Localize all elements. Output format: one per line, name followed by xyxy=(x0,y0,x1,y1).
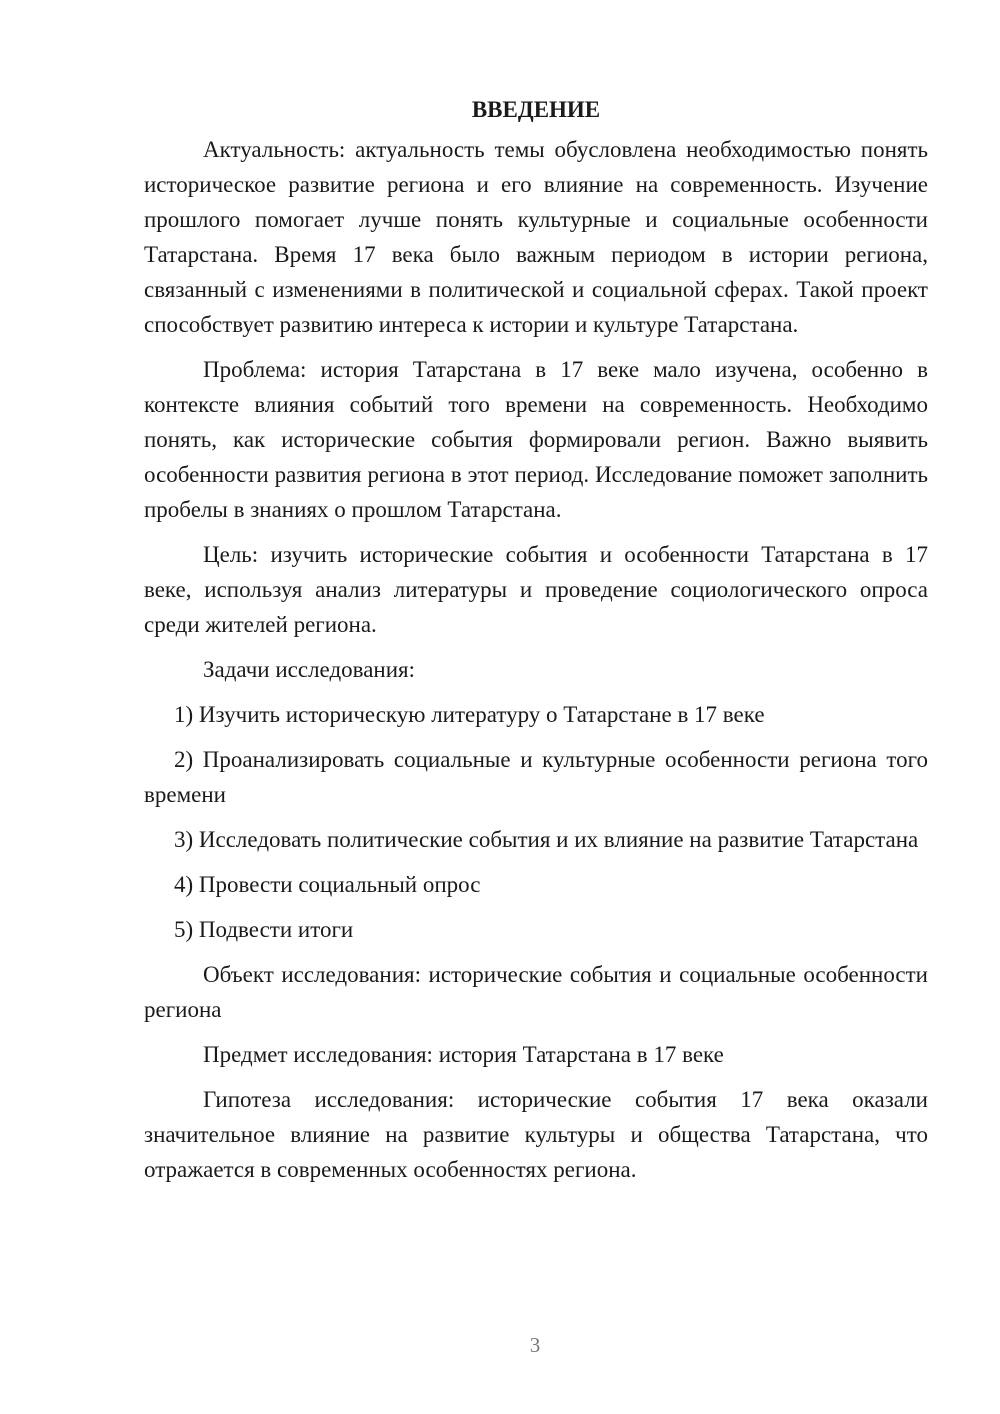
goal-paragraph: Цель: изучить исторические события и особенности Татарстана в 17 веке, используя анализ литературы и проведение социологического опроса среди жителей региона. xyxy=(144,542,928,637)
page-content xyxy=(144,92,928,1197)
object-paragraph: Объект исследования: исторические события и социальные особенности региона xyxy=(144,962,928,1022)
task-item-5: 5) Подвести итоги xyxy=(174,917,354,942)
problem-paragraph: Проблема: история Татарстана в 17 веке мало изучена, особенно в контексте влияния событий того времени на современность. Необходимо понять, как исторические события формировали регион. Важно выявить особенности развития региона в этот период. Исследование поможет заполнить пробелы в знаниях о прошлом Татарстана. xyxy=(144,357,928,522)
task-item-2: 2) Проанализировать социальные и культурные особенности региона того времени xyxy=(144,747,928,807)
section-title: ВВЕДЕНИЕ xyxy=(471,97,601,122)
task-item-1: 1) Изучить историческую литературу о Татарстане в 17 веке xyxy=(174,702,765,727)
task-item-3: 3) Исследовать политические события и их влияние на развитие Татарстана xyxy=(174,827,919,852)
page-number: 3 xyxy=(529,1333,541,1357)
relevance-paragraph: Актуальность: актуальность темы обусловлена необходимостью понять историческое развитие региона и его влияние на современность. Изучение прошлого помогает лучше понять культурные и социальные особенности Татарстана. Время 17 века было важным периодом в истории региона, связанный с изменениями в политической и социальной сферах. Такой проект способствует развитию интереса к истории и культуре Татарстана. xyxy=(144,137,928,337)
tasks-heading: Задачи исследования: xyxy=(203,657,416,682)
subject-paragraph: Предмет исследования: история Татарстана в 17 веке xyxy=(203,1042,724,1067)
hypothesis-paragraph: Гипотеза исследования: исторические события 17 века оказали значительное влияние на развитие культуры и общества Татарстана, что отражается в современных особенностях региона. xyxy=(144,1087,928,1182)
task-item-4: 4) Провести социальный опрос xyxy=(174,872,481,897)
